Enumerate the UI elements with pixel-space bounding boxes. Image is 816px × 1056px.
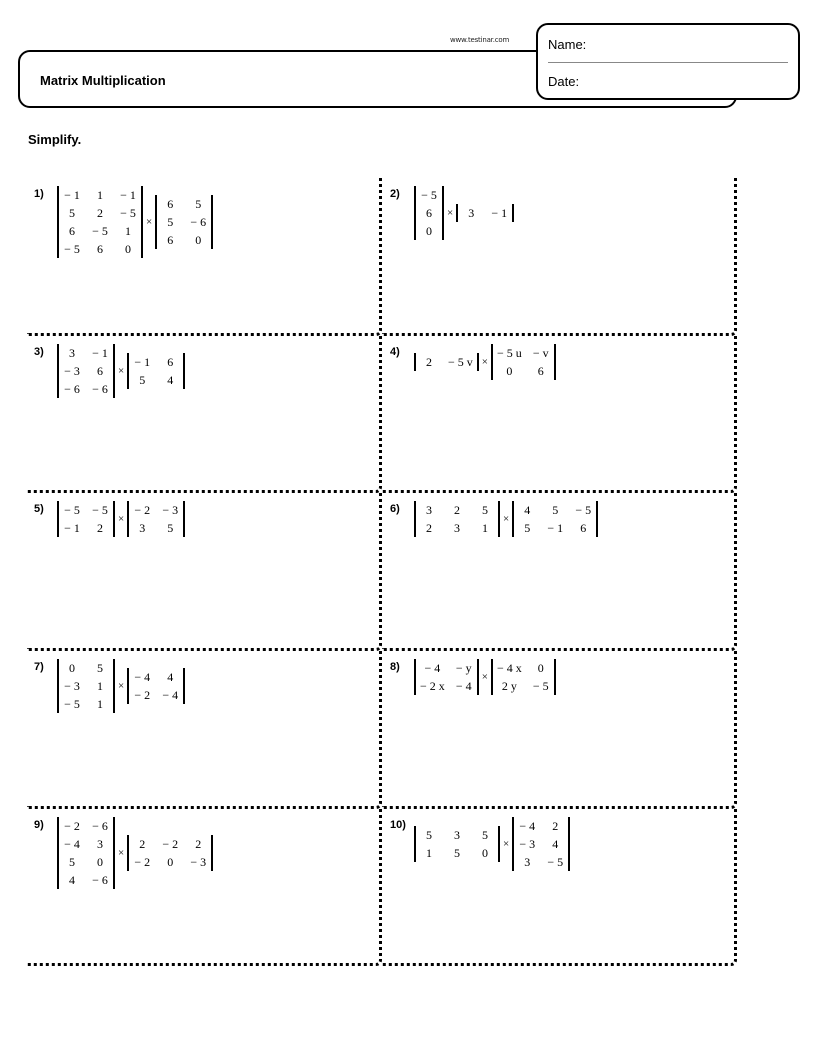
matrix-entry: − 3 — [162, 503, 179, 518]
multiply-sign: × — [503, 837, 510, 850]
matrix-entry: − 5 — [64, 697, 80, 712]
matrix-entry: 6 — [97, 363, 103, 378]
matrix-expression — [57, 501, 185, 537]
matrix-entry: − 2 — [134, 503, 151, 518]
problem-number: 8) — [390, 661, 400, 674]
matrix-entry: − 2 — [134, 854, 151, 869]
problem-grid — [27, 178, 737, 966]
matrix-entry: 6 — [426, 206, 432, 220]
matrix-entry: 1 — [97, 697, 103, 712]
problem-number: 2) — [390, 188, 400, 200]
matrix-entry: − y — [455, 661, 472, 676]
matrix-entry: 4 — [524, 503, 531, 518]
multiply-sign: × — [118, 680, 125, 693]
matrix-entry: 5 — [139, 372, 146, 387]
matrix-entry: 3 — [139, 521, 146, 536]
date-label: Date: — [548, 74, 580, 89]
matrix-entry: 5 — [195, 197, 202, 211]
matrix-entry: 6 — [167, 233, 174, 247]
multiply-sign: × — [447, 207, 454, 219]
problem-cell — [382, 178, 737, 336]
matrix-entry: 2 — [552, 818, 559, 833]
matrix-entry: − 3 — [519, 836, 536, 851]
matrix-entry: 1 — [426, 845, 432, 860]
matrix-entry: 2 — [454, 503, 460, 518]
matrix-entry: − 1 — [134, 354, 151, 369]
problem-row — [27, 336, 737, 494]
matrix-entry: 0 — [506, 363, 513, 378]
problem-number: 3) — [34, 345, 44, 358]
matrix-entry: 2 — [195, 836, 202, 851]
matrix-entry: − 4 — [162, 688, 179, 703]
matrix-entry: 3 — [454, 827, 460, 842]
matrix-entry: − 2 — [134, 688, 151, 703]
matrix-entry: − 5 — [64, 242, 80, 256]
matrix-entry: 0 — [125, 242, 131, 256]
matrix-entry: − 6 — [64, 381, 80, 396]
matrix-entry: 4 — [167, 670, 174, 685]
matrix-entry: − 6 — [92, 381, 108, 396]
matrix-entry: 2 — [426, 354, 432, 369]
matrix-entry: 4 — [552, 836, 559, 851]
matrix-entry: 4 — [167, 372, 174, 387]
problem-number: 7) — [34, 661, 44, 674]
matrix-entry: 3 — [97, 836, 103, 851]
matrix-entry: 3 — [426, 503, 432, 518]
site-url: www.testinar.com — [450, 36, 510, 44]
matrix-right — [155, 195, 213, 249]
problem-cell — [382, 493, 737, 651]
matrix-entry: 0 — [195, 233, 202, 247]
multiply-sign: × — [481, 671, 488, 684]
matrix-entry: 3 — [454, 521, 460, 536]
matrix-left — [414, 353, 479, 371]
matrix-entry: 6 — [167, 197, 174, 211]
matrix-entry: − v — [532, 345, 549, 360]
matrix-right — [127, 353, 185, 389]
matrix-entry: 3 — [524, 854, 531, 869]
matrix-right — [491, 659, 556, 695]
matrix-entry: − 4 — [134, 670, 151, 685]
matrix-entry: 5 — [167, 521, 174, 536]
problem-cell — [27, 651, 382, 809]
matrix-entry: − 5 — [92, 224, 108, 238]
problem-cell — [382, 336, 737, 494]
matrix-entry: 6 — [167, 354, 174, 369]
matrix-entry: 2 — [97, 521, 103, 536]
problem-number: 9) — [34, 818, 44, 831]
matrix-entry: 1 — [125, 224, 131, 238]
matrix-entry: 2 — [139, 836, 146, 851]
multiply-sign: × — [146, 216, 153, 228]
matrix-entry: 2 y — [501, 679, 517, 694]
matrix-entry: − 1 — [547, 521, 564, 536]
matrix-left — [57, 344, 115, 398]
matrix-entry: − 6 — [92, 818, 108, 833]
matrix-entry: − 4 — [519, 818, 536, 833]
problem-cell — [382, 809, 737, 967]
matrix-expression — [57, 344, 185, 398]
worksheet-title: Matrix Multiplication — [40, 73, 166, 88]
matrix-right — [127, 501, 185, 537]
matrix-entry: − 5 — [64, 503, 80, 518]
matrix-entry: 5 — [97, 661, 103, 676]
matrix-entry: 1 — [482, 521, 488, 536]
matrix-entry: − 4 — [424, 661, 441, 676]
problem-number: 10) — [390, 818, 406, 831]
matrix-entry: 0 — [426, 224, 432, 238]
problem-row — [27, 493, 737, 651]
problem-cell — [27, 178, 382, 336]
name-date-box — [536, 23, 800, 100]
matrix-entry: − 5 — [575, 503, 592, 518]
matrix-entry: 0 — [69, 661, 75, 676]
matrix-entry: − 1 — [92, 345, 108, 360]
matrix-entry: − 6 — [190, 215, 207, 229]
matrix-entry: − 4 — [64, 836, 80, 851]
matrix-entry: 5 — [69, 206, 75, 220]
matrix-entry: 6 — [69, 224, 75, 238]
name-label: Name: — [548, 37, 587, 52]
matrix-entry: − 5 — [547, 854, 564, 869]
matrix-entry: 5 — [552, 503, 559, 518]
matrix-entry: 5 — [482, 827, 488, 842]
multiply-sign: × — [118, 846, 125, 859]
matrix-entry: 5 — [482, 503, 488, 518]
matrix-entry: 0 — [482, 845, 488, 860]
matrix-right — [456, 204, 514, 222]
matrix-right — [491, 344, 556, 380]
matrix-entry: − 2 x — [420, 679, 445, 694]
matrix-entry: 4 — [69, 872, 75, 887]
matrix-entry: 6 — [580, 521, 587, 536]
matrix-entry: 5 — [524, 521, 531, 536]
multiply-sign: × — [118, 513, 125, 526]
matrix-right — [127, 835, 213, 871]
matrix-entry: 5 — [454, 845, 460, 860]
matrix-entry: − 3 — [64, 679, 80, 694]
matrix-entry: 1 — [97, 679, 103, 694]
multiply-sign: × — [481, 355, 488, 368]
matrix-entry: − 5 — [532, 679, 549, 694]
matrix-left — [414, 501, 500, 537]
matrix-expression — [414, 186, 514, 240]
name-line — [548, 62, 788, 63]
matrix-entry: − 1 — [64, 521, 80, 536]
matrix-expression — [414, 659, 556, 695]
matrix-entry: − 5 u — [497, 345, 522, 360]
matrix-entry: − 5 — [92, 503, 108, 518]
matrix-expression — [57, 817, 213, 889]
matrix-left — [57, 659, 115, 713]
matrix-entry: 0 — [537, 661, 544, 676]
matrix-entry: − 1 — [120, 188, 136, 202]
instructions: Simplify. — [28, 132, 82, 147]
matrix-entry: − 1 — [491, 206, 508, 220]
matrix-entry: − 3 — [64, 363, 80, 378]
matrix-expression — [57, 186, 213, 258]
matrix-left — [414, 186, 444, 240]
matrix-entry: 1 — [97, 188, 103, 202]
problem-number: 5) — [34, 503, 44, 516]
problem-cell — [27, 493, 382, 651]
matrix-expression — [414, 501, 598, 537]
matrix-entry: 5 — [426, 827, 432, 842]
matrix-left — [57, 817, 115, 889]
matrix-entry: − 5 — [421, 188, 437, 202]
problem-row — [27, 651, 737, 809]
matrix-entry: − 1 — [64, 188, 80, 202]
multiply-sign: × — [503, 513, 510, 526]
matrix-entry: − 4 x — [497, 661, 522, 676]
matrix-entry: 2 — [97, 206, 103, 220]
matrix-entry: 6 — [537, 363, 544, 378]
matrix-right — [512, 501, 598, 537]
problem-cell — [382, 651, 737, 809]
matrix-left — [414, 659, 479, 695]
matrix-expression — [57, 659, 185, 713]
matrix-entry: 3 — [69, 345, 75, 360]
problem-cell — [27, 336, 382, 494]
matrix-entry: − 5 — [120, 206, 136, 220]
matrix-left — [414, 826, 500, 862]
matrix-entry: 0 — [167, 854, 174, 869]
matrix-expression — [414, 344, 556, 380]
problem-number: 6) — [390, 503, 400, 516]
matrix-expression — [414, 817, 570, 871]
matrix-entry: − 3 — [190, 854, 207, 869]
problem-row — [27, 178, 737, 336]
matrix-left — [57, 501, 115, 537]
problem-number: 1) — [34, 188, 44, 200]
multiply-sign: × — [118, 364, 125, 377]
problem-number: 4) — [390, 345, 400, 358]
problem-cell — [27, 809, 382, 967]
matrix-entry: − 6 — [92, 872, 108, 887]
matrix-entry: 6 — [97, 242, 103, 256]
matrix-entry: 5 — [69, 854, 75, 869]
matrix-left — [57, 186, 143, 258]
matrix-entry: − 4 — [455, 679, 472, 694]
matrix-entry: − 2 — [64, 818, 80, 833]
matrix-entry: 2 — [426, 521, 432, 536]
matrix-entry: − 2 — [162, 836, 179, 851]
matrix-right — [127, 668, 185, 704]
matrix-entry: 0 — [97, 854, 103, 869]
matrix-entry: − 5 v — [448, 354, 473, 369]
matrix-entry: 3 — [468, 206, 475, 220]
matrix-entry: 5 — [167, 215, 174, 229]
matrix-right — [512, 817, 570, 871]
problem-row — [27, 809, 737, 967]
